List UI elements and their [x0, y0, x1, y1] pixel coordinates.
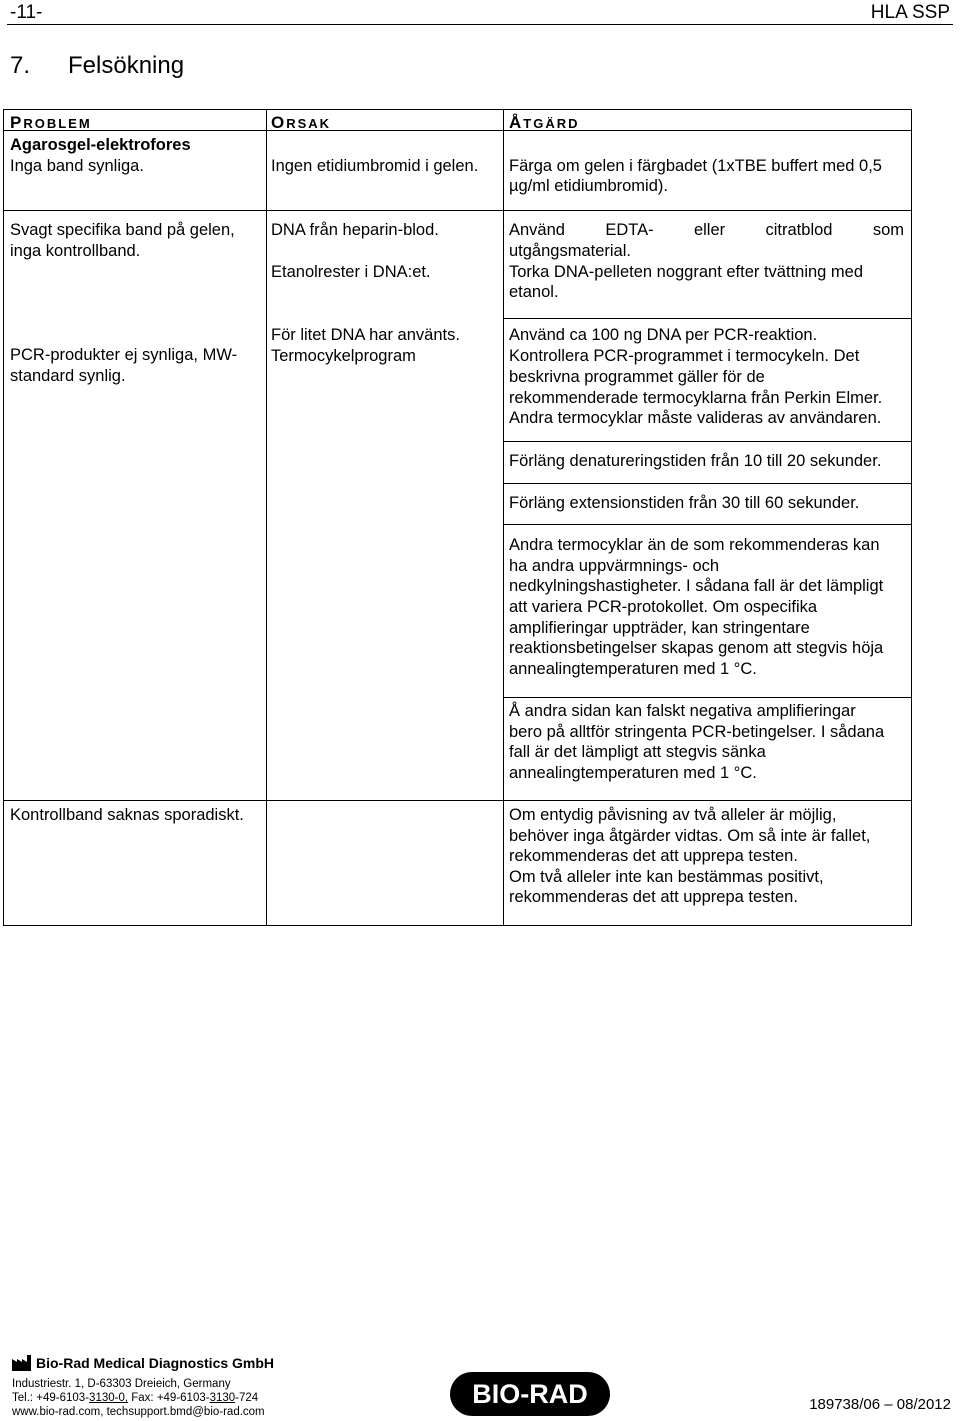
action-dry-pellet-line-2: etanol. [509, 283, 559, 301]
problem-no-bands: Inga band synliga. [10, 157, 144, 175]
column-divider-1 [266, 110, 267, 925]
cause-ethanol-residue: Etanolrester i DNA:et. [271, 263, 431, 281]
company-line [12, 1355, 274, 1371]
action-extend-extension: Förläng extensionstiden från 30 till 60 sekunder. [509, 494, 860, 512]
action-false-negative-line-1: Å andra sidan kan falskt negativa amplifieringar [509, 702, 856, 720]
company-phone-fax: Tel.: +49-6103-3130-0, Fax: +49-6103-3130-724 [12, 1392, 259, 1404]
cause-thermocycler-program: Termocykelprogram [271, 347, 416, 365]
action-restain-line-1: Färga om gelen i färgbadet (1xTBE buffert med 0,5 [509, 157, 882, 175]
action-check-program-line-4: Andra termocyklar måste valideras av användaren. [509, 409, 882, 427]
action-false-negative-line-2: bero på alltför stringenta PCR-betingelser. I sådana [509, 723, 885, 741]
action-other-cyclers-line-3: nedkylningshastigheter. I sådana fall är det lämpligt [509, 577, 884, 595]
problem-weak-bands-line-2: inga kontrollband. [10, 242, 141, 260]
action-use-edta-line-1: Använd EDTA- eller citratblod som [509, 221, 904, 239]
column-header-action: ÅTGÄRD [509, 113, 580, 132]
section-title-text: Felsökning [68, 52, 185, 79]
problem-pcr-products-line-1: PCR-produkter ej synliga, MW- [10, 346, 238, 364]
company-address: Industriestr. 1, D-63303 Dreieich, Germany [12, 1378, 231, 1390]
bio-rad-logo: BIO-RAD [450, 1372, 610, 1416]
column-header-cause: ORSAK [271, 113, 332, 132]
column-divider-2 [503, 110, 504, 925]
action-check-program-line-3: rekommenderade termocyklarna från Perkin Elmer. [509, 389, 883, 407]
action-two-alleles-line-4: Om två alleler inte kan bestämmas positivt, [509, 868, 824, 886]
row-rule-3 [503, 441, 911, 442]
document-number: 189738/06 – 08/2012 [809, 1396, 951, 1413]
cause-no-ethidium: Ingen etidiumbromid i gelen. [271, 157, 479, 175]
problem-pcr-products-line-2: standard synlig. [10, 367, 126, 385]
section-title [10, 52, 184, 80]
action-false-negative-line-4: annealingtemperaturen med 1 °C. [509, 764, 757, 782]
action-use-100ng: Använd ca 100 ng DNA per PCR-reaktion. [509, 326, 818, 344]
action-other-cyclers-line-6: reaktionsbetingelser skapas genom att stegvis höja [509, 639, 884, 657]
section-number: 7. [10, 52, 31, 79]
row-rule-5 [503, 524, 911, 525]
header-row-rule [4, 130, 911, 131]
company-web-email: www.bio-rad.com, techsupport.bmd@bio-rad.com [12, 1406, 265, 1418]
factory-icon [12, 1355, 32, 1371]
action-check-program-line-2: beskrivna programmet gäller för de [509, 368, 765, 386]
troubleshooting-table [3, 109, 912, 926]
row-rule-7 [4, 800, 911, 801]
product-name: HLA SSP [870, 2, 950, 23]
row-rule-1 [4, 210, 911, 211]
problem-weak-bands-line-1: Svagt specifika band på gelen, [10, 221, 235, 239]
cause-too-little-dna: För litet DNA har använts. [271, 326, 460, 344]
page-number: -11- [10, 2, 43, 23]
action-check-program-line-1: Kontrollera PCR-programmet i termocykeln. Det [509, 347, 860, 365]
action-other-cyclers-line-2: ha andra uppvärmnings- och [509, 557, 720, 575]
row-rule-6 [503, 697, 911, 698]
action-other-cyclers-line-1: Andra termocyklar än de som rekommenderas kan [509, 536, 880, 554]
group-title: Agarosgel-elektrofores [10, 136, 191, 154]
problem-control-band-missing: Kontrollband saknas sporadiskt. [10, 806, 244, 824]
action-other-cyclers-line-5: amplifieringar uppträder, kan stringentare [509, 619, 810, 637]
row-rule-2 [503, 318, 911, 319]
action-use-edta-line-2: utgångsmaterial. [509, 242, 631, 260]
action-extend-denaturation: Förläng denatureringstiden från 10 till 20 sekunder. [509, 452, 882, 470]
row-rule-4 [503, 483, 911, 484]
header-rule [7, 24, 953, 25]
action-other-cyclers-line-7: annealingtemperaturen med 1 °C. [509, 660, 757, 678]
action-two-alleles-line-5: rekommenderas det att upprepa testen. [509, 888, 798, 906]
company-name: Bio-Rad Medical Diagnostics GmbH [36, 1355, 275, 1371]
action-two-alleles-line-3: rekommenderas det att upprepa testen. [509, 847, 798, 865]
action-false-negative-line-3: fall är det lämpligt att stegvis sänka [509, 743, 766, 761]
page-footer [0, 1340, 960, 1421]
action-dry-pellet-line-1: Torka DNA-pelleten noggrant efter tvättning med [509, 263, 864, 281]
column-header-problem: PROBLEM [10, 113, 92, 132]
action-other-cyclers-line-4: att variera PCR-protokollet. Om ospecifika [509, 598, 818, 616]
cause-heparin-blood: DNA från heparin-blod. [271, 221, 439, 239]
action-two-alleles-line-1: Om entydig påvisning av två alleler är möjlig, [509, 806, 837, 824]
action-two-alleles-line-2: behöver inga åtgärder vidtas. Om så inte är fallet, [509, 827, 871, 845]
action-restain-line-2: µg/ml etidiumbromid). [509, 177, 668, 195]
